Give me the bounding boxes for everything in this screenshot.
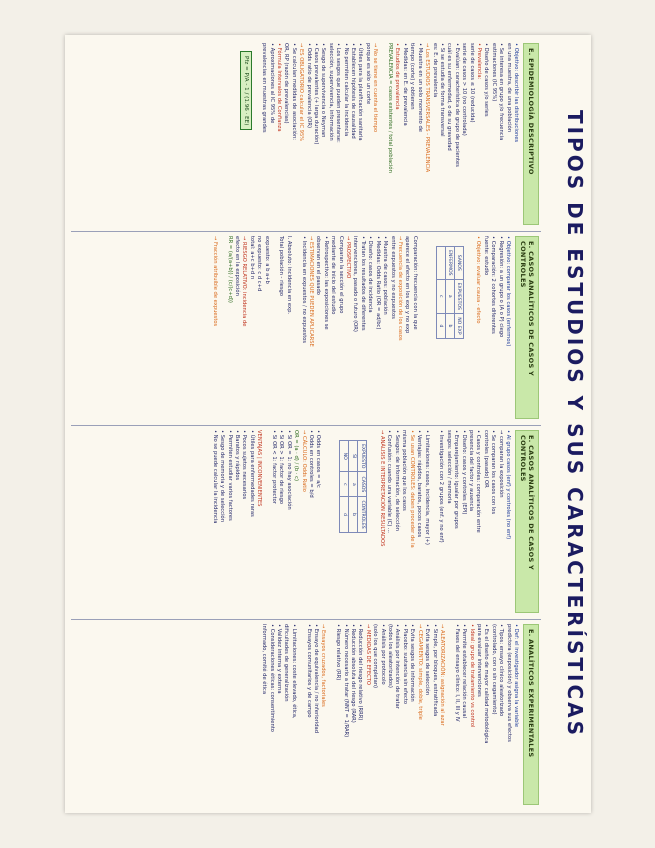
note-line: • Muestra de casos: población bbox=[382, 236, 389, 315]
note-line: • Es el diseño de mayor calidad metodológica bbox=[483, 624, 490, 744]
note-line: Comparan la sección el grupo bbox=[337, 236, 344, 314]
note-line: cuál es su enfermedad, o de su gravedad bbox=[446, 43, 453, 151]
notebook-page bbox=[65, 35, 591, 813]
note-line: fuente: estudio bbox=[482, 236, 489, 276]
table-cell: CONTROLES bbox=[358, 497, 367, 532]
note-line: en una muestra, de una población bbox=[505, 43, 512, 133]
note-line: • Reducción del riesgo relativo (RRR) bbox=[357, 624, 364, 721]
table-cell: CASOS bbox=[358, 472, 367, 497]
column-lines bbox=[210, 430, 511, 613]
column-lines bbox=[260, 624, 519, 805]
note-line: → MEDIDAS DE EFECTO bbox=[364, 624, 371, 686]
note-line: → ANÁLISIS E INTERPRETACIÓN RESULTADOS bbox=[379, 430, 386, 547]
note-line: PREVALENCIA = casos existentes / total población bbox=[387, 43, 394, 173]
table-cell: b bbox=[445, 313, 454, 338]
table-cell: a bbox=[445, 279, 454, 313]
note-line: • Útiles para la planificación sanitaria bbox=[357, 43, 364, 141]
note-line: • Limitaciones: coste elevado, ética, bbox=[290, 624, 297, 719]
table-cell: EXPUESTO bbox=[358, 441, 367, 472]
note-line: • Se calculan medidas de asociación: bbox=[290, 43, 297, 140]
note-line: • Prevalencia: bbox=[475, 43, 482, 80]
note-line: • Permiten estudiar varios factores bbox=[226, 430, 233, 521]
table-cell: c bbox=[340, 472, 349, 497]
note-line bbox=[445, 624, 452, 805]
note-line: prevalencias en muestras grandes bbox=[261, 43, 268, 133]
note-line: predictora (exposición) y observa sus efectos bbox=[505, 624, 512, 742]
note-line: misma población que los casos bbox=[401, 430, 408, 511]
note-line: controles (pasado) OR bbox=[482, 430, 489, 488]
note-line: • Objetivo: comparar los casos (enfermos) bbox=[505, 236, 511, 347]
note-line: • Ideal: grupo de tratamiento vs control bbox=[468, 624, 475, 728]
note-line: → PROSPECTIVO bbox=[345, 236, 352, 279]
note-line: • Validez interna y externa bbox=[276, 624, 282, 694]
note-line: • Comparación: 2 cohortes diferentes bbox=[490, 236, 497, 334]
table-cell: d bbox=[340, 497, 349, 532]
note-line: → RIESGO RELATIVO: incidencia de bbox=[241, 236, 248, 327]
note-line: • Si OR < 1: factor protector bbox=[271, 430, 278, 504]
table-cell: EXPUESTOS bbox=[454, 279, 463, 313]
note-line: • Ensayos comunitarios y de campo bbox=[305, 624, 312, 718]
table-cell: SANOS bbox=[454, 247, 463, 280]
note-line: RR = (a/(a+b)) / (c/(c+d)) bbox=[226, 236, 233, 303]
note-line bbox=[326, 624, 333, 805]
note-line: • Sesgos: de información, de selección bbox=[393, 430, 400, 531]
note-line: • Si se estudia de forma transversal bbox=[438, 43, 445, 137]
note-line: • Objetivo: evaluar causa - efecto bbox=[475, 236, 482, 324]
table-cell: c bbox=[436, 279, 445, 313]
table-cell: b bbox=[349, 497, 358, 532]
note-line: • Permite establecer relación causal bbox=[461, 624, 468, 718]
note-line: OR = (a · d) / (b · c) bbox=[293, 430, 300, 481]
note-line: → Fracción atribuible de expuestos bbox=[211, 236, 218, 327]
note-line bbox=[270, 236, 277, 419]
note-line: • Casos y controles: comparación entre bbox=[475, 430, 482, 533]
note-line: • Los sesgos que pueden presentarse: bbox=[335, 43, 342, 143]
note-line: presencia del factor y ausencia bbox=[467, 430, 474, 512]
note-line: aparece el efecto en los exp y no exp bbox=[404, 236, 411, 334]
column-heading: E. CASOS ANALÍTICOS DE CASOS Y CONTROLES bbox=[515, 236, 539, 419]
note-line: • Se comparan los casos con los bbox=[490, 430, 497, 515]
note-line: I. Absoluto: incidencia en exp. bbox=[285, 236, 292, 315]
note-line: → ESTIMACIONES QUE PUEDEN APLICARSE bbox=[308, 236, 315, 347]
note-line: • Número necesario a tratar (NNT = 1/RAR) bbox=[342, 624, 349, 738]
table-cell: SI bbox=[349, 441, 358, 472]
note-line: • Tipos: ensayo clínico aleatorizado bbox=[498, 624, 505, 717]
note-line: OR, RP (razón de prevalencias) bbox=[283, 43, 290, 124]
note-line: informado, comité de ética bbox=[261, 624, 268, 694]
table-cell: ENFERMOS bbox=[445, 247, 454, 280]
note-line: • Evita sesgos de selección bbox=[424, 624, 431, 696]
note-line: intervenciones, pasado o futuro (OR) bbox=[352, 236, 359, 332]
note-line bbox=[425, 236, 432, 419]
note-line: • Odds ratio de prevalencia (OR) bbox=[305, 43, 312, 129]
rotated-content bbox=[65, 35, 591, 813]
note-line: • Retrospectivo: las exposiciones se bbox=[322, 236, 329, 330]
note-line: • Fórmula Intervalos de Confianza bbox=[276, 43, 282, 132]
note-line: estimaciones (IC 95%) bbox=[490, 43, 497, 102]
note-line: • Medidas: Odds Ratio (OR = ad/bc) bbox=[374, 236, 381, 330]
note-line: • Análisis por intención de tratar bbox=[394, 624, 401, 709]
note-line: • No se puede calcular la incidencia bbox=[211, 430, 218, 524]
note-line bbox=[467, 236, 474, 419]
note-line: • Medidas: en E. de prevalencia bbox=[401, 43, 408, 126]
note-line: • Evita sesgos de información bbox=[409, 624, 416, 702]
column-lines bbox=[210, 236, 511, 419]
note-line: → ALEATORIZACIÓN: asignación al azar bbox=[438, 624, 445, 726]
note-line: • Fases del ensayo clínico: I, II, III y IV bbox=[453, 624, 460, 722]
note-line bbox=[297, 624, 304, 805]
note-line: no expuesto: c d c+d bbox=[256, 236, 263, 292]
note-line: • Regresión: a un grupo o (A o P) ciego bbox=[497, 236, 504, 338]
contingency-table bbox=[339, 440, 367, 533]
note-line: serie de casos > 10 (no controlada) bbox=[461, 43, 468, 136]
note-line: • Muestra en un solo momento de bbox=[416, 43, 423, 132]
table-cell: NO EXP bbox=[454, 313, 463, 338]
note-line: tiempo (corte) y obtienen bbox=[409, 43, 416, 110]
note-line: expuesto: a b a+b bbox=[263, 236, 270, 284]
note-line bbox=[430, 430, 437, 613]
note-line: • Casos prevalentes (+ larga duración) bbox=[313, 43, 320, 145]
note-line bbox=[329, 430, 336, 613]
table-cell bbox=[436, 247, 445, 280]
note-line: • Odds en controles = b/d bbox=[308, 430, 315, 498]
note-line: • Estudios de prevalencia bbox=[394, 43, 401, 110]
note-line: • Ventajas: rápidos, baratos, pocos casos bbox=[416, 430, 423, 538]
note-line bbox=[370, 430, 377, 613]
note-line: • Sesgo de memoria y de selección bbox=[219, 430, 226, 523]
note-line: mediante de inicio del estudio bbox=[330, 236, 337, 315]
note-line: entre expuestos y no expuestos bbox=[389, 236, 396, 319]
note-line: (controlado, con o sin cegamiento) bbox=[490, 624, 497, 715]
note-line: • Riesgo relativo (RR) bbox=[335, 624, 342, 681]
note-line: • Si OR = 1: no hay asociación bbox=[285, 430, 292, 510]
note-line: • Diseño: casos de incidencia bbox=[367, 236, 374, 313]
note-line: • Emparejamiento: igualar por grupos bbox=[453, 430, 460, 529]
note-line: • Se interesa en grupo y/o frecuencia bbox=[498, 43, 505, 141]
note-line: • Reducción absoluta del riesgo (RAR) bbox=[350, 624, 357, 723]
note-line: • Limitaciones: casos, incidencia, mayor (+) bbox=[423, 430, 430, 545]
note-line: selección, supervivencia, información bbox=[327, 43, 334, 141]
note-line: • Aproximaciones al IC 95% de bbox=[268, 43, 275, 124]
column-heading: E. ANALÍTICOS EXPERIMENTALES bbox=[523, 624, 539, 805]
note-line: → Frecuencia de exposición de los casos bbox=[396, 236, 403, 341]
note-line: • Tratan los resultados de diferentes bbox=[359, 236, 366, 331]
note-line: → Ensayos cruzados, factoriales bbox=[320, 624, 327, 707]
note-line: → Los ESTUDIOS TRANSVERSALES - PREVALENCIA bbox=[424, 43, 431, 173]
note-line: → CEGAMIENTO: simple, doble, triple bbox=[416, 624, 423, 720]
note-line: • Se usan CONTROLES: deben proceder de la bbox=[408, 430, 415, 548]
column-lines bbox=[237, 43, 519, 225]
column-heading: E. EPIDEMIOLOGÍA DESCRIPTIVO bbox=[523, 43, 539, 225]
column-experimental bbox=[71, 619, 541, 809]
note-line: Comparación: frecuencia con la que bbox=[411, 236, 418, 330]
note-line: sesgos: selección / memoria bbox=[445, 430, 452, 504]
note-line: • Diseño de casos y/o series bbox=[483, 43, 490, 117]
note-line bbox=[321, 430, 328, 613]
note-line: • Odds en casos = a/c bbox=[315, 430, 322, 488]
note-line: • Objetivo: describir las distribuciones bbox=[513, 43, 519, 143]
note-line: • Si OR > 1: factor de riesgo bbox=[278, 430, 285, 505]
table-cell: NO bbox=[340, 441, 349, 472]
formula-box: Pfz = P/A - 1 / (1.96 · EE) bbox=[240, 51, 252, 130]
note-line: • Al grupo casos (enf) y controles (no enf) bbox=[505, 430, 511, 540]
note-line: • Consideraciones éticas: consentimiento bbox=[268, 624, 275, 732]
note-line: → comparan la exposición bbox=[497, 430, 504, 498]
note-line: (solo los que completan) bbox=[372, 624, 379, 689]
note-line: • Útiles para enfermedades raras bbox=[248, 430, 255, 517]
note-line: • Sesgo de supervivencia o Neyman bbox=[320, 43, 327, 138]
note-line: • Placebo: sustancia sin efecto bbox=[401, 624, 408, 705]
note-line: • Diseño: casos y controles (EPI) bbox=[460, 430, 467, 515]
note-line: VENTAJAS | INCONVENIENTES bbox=[256, 430, 263, 507]
column-heading: E. CASOS ANALÍTICOS DE CASOS Y CONTROLES bbox=[515, 430, 539, 613]
note-line: total: a+c b+d n bbox=[248, 236, 255, 280]
note-line: • Baratos y rápidos bbox=[234, 430, 240, 481]
note-line: • No permiten calcular la incidencia bbox=[342, 43, 349, 137]
note-line: observan en el pasado bbox=[315, 236, 322, 295]
contingency-table bbox=[436, 246, 464, 339]
note-line bbox=[292, 236, 299, 419]
note-line: es: E. de prevalencia bbox=[431, 43, 438, 98]
note-line bbox=[418, 236, 425, 419]
note-line: • Investigación con 2 grupos (enf. y no enf) bbox=[438, 430, 445, 543]
note-line: • Ensayo de equivalencia / no inferioridad bbox=[313, 624, 320, 734]
note-line: serie de casos ≤ 10 (reducida) bbox=[468, 43, 475, 123]
note-line: • Evalúan: característica de grupo de pacientes bbox=[453, 43, 460, 167]
note-line: • Incidencia en expuestos / no expuestos bbox=[300, 236, 307, 344]
note-line: • Pocos sujetos necesarios bbox=[241, 430, 248, 500]
page-title: TIPOS DE ESTUDIOS Y SUS CARACTERÍSTICAS bbox=[563, 109, 587, 739]
note-line: porque es sólo un corte bbox=[364, 43, 371, 105]
note-line bbox=[378, 43, 385, 225]
note-line: • Simple, por bloques, estratificada bbox=[431, 624, 438, 717]
note-line: (todos los aleatorizados) bbox=[387, 624, 394, 688]
note-line: Total población - riesgo bbox=[278, 236, 285, 297]
note-line bbox=[262, 430, 269, 613]
note-line: • Confusión: cuando una variable (C) ... bbox=[386, 430, 393, 533]
note-line: • Análisis por protocolo bbox=[379, 624, 386, 685]
column-descriptive bbox=[71, 39, 541, 229]
column-cohort bbox=[71, 231, 541, 423]
note-line: • Def: el investigador asigna la variable bbox=[513, 624, 519, 728]
note-line: → CÁLCULO: Odds Ratio bbox=[300, 430, 307, 492]
note-line: dificultades de generalización bbox=[283, 624, 290, 702]
note-line: → ES OBLIGATORIO calcular el IC 95% bbox=[298, 43, 305, 142]
note-line: • Establecen hipótesis de causalidad bbox=[350, 43, 357, 139]
note-line: efecto en la exposición bbox=[234, 236, 240, 296]
table-cell: a bbox=[349, 472, 358, 497]
note-line: → No se tiene en cuenta el tiempo bbox=[372, 43, 379, 133]
table-cell: d bbox=[436, 313, 445, 338]
note-line: para evaluar intervenciones bbox=[475, 624, 482, 697]
note-line bbox=[218, 236, 225, 419]
column-case-control bbox=[71, 425, 541, 617]
